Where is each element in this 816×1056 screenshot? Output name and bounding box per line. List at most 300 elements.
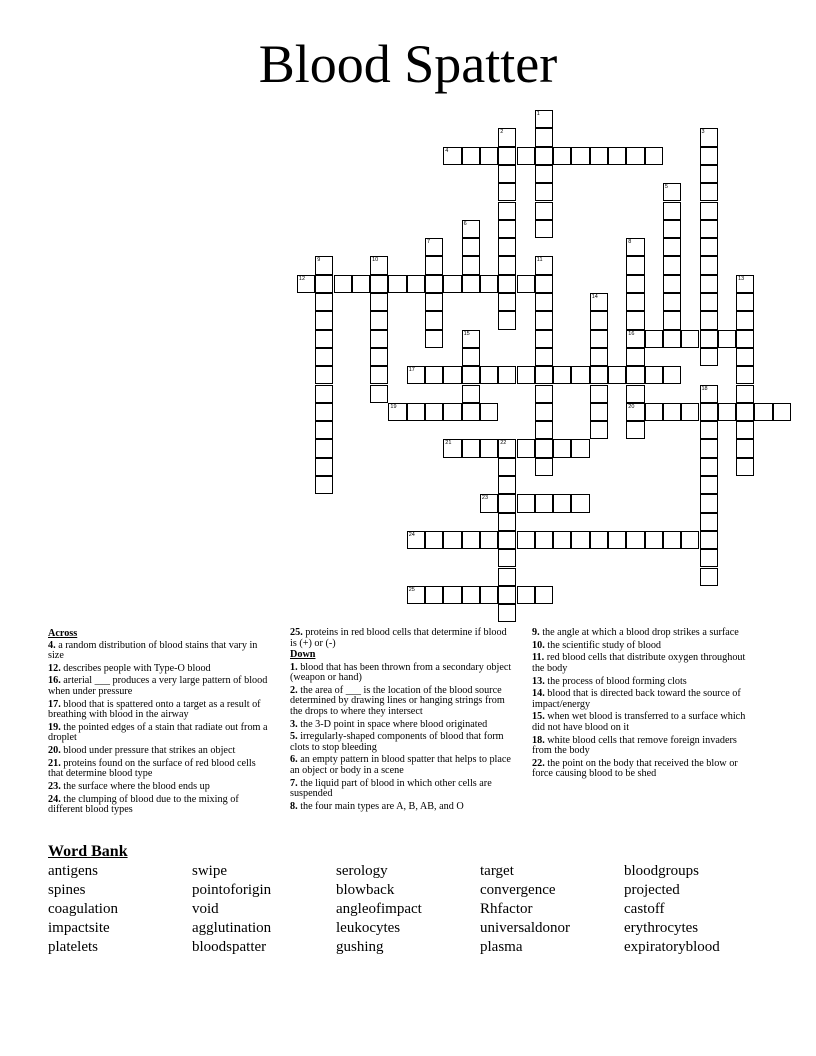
grid-cell[interactable] xyxy=(425,366,443,384)
clue-column-3 xyxy=(532,628,752,780)
grid-cell[interactable] xyxy=(517,366,535,384)
grid-cell[interactable] xyxy=(425,531,443,549)
grid-cell[interactable] xyxy=(443,531,461,549)
clue-number: 20 xyxy=(628,403,635,410)
grid-cell[interactable] xyxy=(700,311,718,329)
grid-cell[interactable] xyxy=(315,476,333,494)
grid-cell[interactable] xyxy=(590,366,608,384)
grid-cell[interactable] xyxy=(736,293,754,311)
clues-section xyxy=(48,628,778,838)
grid-cell[interactable] xyxy=(535,330,553,348)
grid-cell[interactable] xyxy=(663,403,681,421)
grid-cell[interactable] xyxy=(535,128,553,146)
clue-text: blood that is directed back toward the source of impact/energy xyxy=(532,688,741,710)
grid-cell[interactable] xyxy=(517,439,535,457)
grid-cell[interactable] xyxy=(370,311,388,329)
grid-cell[interactable] xyxy=(700,513,718,531)
grid-cell[interactable] xyxy=(498,238,516,256)
grid-cell[interactable] xyxy=(498,275,516,293)
word-bank-item: convergence xyxy=(480,882,556,898)
grid-cell[interactable] xyxy=(626,275,644,293)
grid-cell[interactable] xyxy=(443,147,461,165)
word-bank-item: angleofimpact xyxy=(336,901,422,917)
clue-number: 25 xyxy=(408,586,415,593)
grid-cell[interactable] xyxy=(315,330,333,348)
clue-text: when wet blood is transferred to a surface which did not have blood on it xyxy=(532,711,746,733)
grid-cell[interactable] xyxy=(553,439,571,457)
grid-cell[interactable] xyxy=(736,403,754,421)
grid-cell[interactable] xyxy=(480,586,498,604)
clue-text: the surface where the blood ends up xyxy=(63,780,210,792)
grid-cell[interactable] xyxy=(773,403,791,421)
grid-cell[interactable] xyxy=(663,220,681,238)
clue xyxy=(532,628,752,639)
grid-cell[interactable] xyxy=(553,366,571,384)
grid-cell[interactable] xyxy=(535,311,553,329)
grid-cell[interactable] xyxy=(700,531,718,549)
grid-cell[interactable] xyxy=(480,531,498,549)
grid-cell[interactable] xyxy=(663,275,681,293)
grid-cell[interactable] xyxy=(700,165,718,183)
grid-cell[interactable] xyxy=(535,202,553,220)
grid-cell[interactable] xyxy=(370,293,388,311)
grid-cell[interactable] xyxy=(480,439,498,457)
grid-cell[interactable] xyxy=(315,385,333,403)
grid-cell[interactable] xyxy=(700,293,718,311)
grid-cell[interactable] xyxy=(535,147,553,165)
grid-cell[interactable] xyxy=(443,403,461,421)
grid-cell[interactable] xyxy=(535,275,553,293)
grid-cell[interactable] xyxy=(462,586,480,604)
grid-cell[interactable] xyxy=(315,421,333,439)
grid-cell[interactable] xyxy=(626,403,644,421)
grid-cell[interactable] xyxy=(608,531,626,549)
grid-cell[interactable] xyxy=(681,531,699,549)
grid-cell[interactable] xyxy=(700,403,718,421)
word-bank-item: bloodspatter xyxy=(192,939,267,955)
grid-cell[interactable] xyxy=(700,275,718,293)
clue-text: proteins found on the surface of red blood cells that determine blood type xyxy=(48,757,256,780)
grid-cell[interactable] xyxy=(535,220,553,238)
grid-cell[interactable] xyxy=(645,147,663,165)
clue-text: the four main types are A, B, AB, and O xyxy=(300,800,464,812)
grid-cell[interactable] xyxy=(443,586,461,604)
clue-text: a random distribution of blood stains that vary in size xyxy=(48,639,258,661)
grid-cell[interactable] xyxy=(590,311,608,329)
clue xyxy=(48,723,273,744)
clue-text: an empty pattern in blood spatter that helps to place an object or body in a scene xyxy=(290,754,511,776)
grid-cell[interactable] xyxy=(462,256,480,274)
grid-cell[interactable] xyxy=(535,439,553,457)
grid-cell[interactable] xyxy=(462,348,480,366)
grid-cell[interactable] xyxy=(645,531,663,549)
grid-cell[interactable] xyxy=(480,275,498,293)
clue xyxy=(48,746,273,757)
grid-cell[interactable] xyxy=(498,220,516,238)
grid-cell[interactable] xyxy=(315,256,333,274)
grid-cell[interactable] xyxy=(462,385,480,403)
grid-cell[interactable] xyxy=(462,147,480,165)
clue-number: 25. xyxy=(290,627,303,638)
clue-number: 11 xyxy=(536,257,543,264)
grid-cell[interactable] xyxy=(663,293,681,311)
clue-number: 9. xyxy=(532,627,540,638)
grid-cell[interactable] xyxy=(700,549,718,567)
grid-cell[interactable] xyxy=(370,256,388,274)
grid-cell[interactable] xyxy=(315,366,333,384)
word-bank-item: antigens xyxy=(48,863,98,879)
grid-cell[interactable] xyxy=(645,366,663,384)
clue xyxy=(48,676,273,697)
grid-cell[interactable] xyxy=(718,330,736,348)
clue-text: irregularly-shaped components of blood that form clots to stop bleeding xyxy=(290,731,504,753)
grid-cell[interactable] xyxy=(681,403,699,421)
grid-cell[interactable] xyxy=(443,275,461,293)
grid-cell[interactable] xyxy=(407,531,425,549)
grid-cell[interactable] xyxy=(462,275,480,293)
grid-cell[interactable] xyxy=(700,568,718,586)
clue-number: 12. xyxy=(48,662,61,674)
grid-cell[interactable] xyxy=(535,256,553,274)
grid-cell[interactable] xyxy=(480,147,498,165)
grid-cell[interactable] xyxy=(535,293,553,311)
grid-cell[interactable] xyxy=(626,385,644,403)
clue-number: 8. xyxy=(290,800,298,812)
grid-cell[interactable] xyxy=(626,238,644,256)
grid-cell[interactable] xyxy=(626,421,644,439)
grid-cell[interactable] xyxy=(498,458,516,476)
grid-cell[interactable] xyxy=(315,348,333,366)
word-bank-item: platelets xyxy=(48,939,98,955)
grid-cell[interactable] xyxy=(407,275,425,293)
grid-cell[interactable] xyxy=(388,275,406,293)
grid-cell[interactable] xyxy=(700,494,718,512)
grid-cell[interactable] xyxy=(517,494,535,512)
clue-number: 4 xyxy=(445,147,449,154)
grid-cell[interactable] xyxy=(535,366,553,384)
grid-cell[interactable] xyxy=(626,147,644,165)
grid-cell[interactable] xyxy=(590,421,608,439)
grid-cell[interactable] xyxy=(736,439,754,457)
clue-number: 2 xyxy=(500,129,504,136)
grid-cell[interactable] xyxy=(315,458,333,476)
grid-cell[interactable] xyxy=(388,403,406,421)
grid-cell[interactable] xyxy=(645,403,663,421)
word-bank-heading: Word Bank xyxy=(48,843,128,860)
grid-cell[interactable] xyxy=(535,494,553,512)
grid-cell[interactable] xyxy=(626,366,644,384)
grid-cell[interactable] xyxy=(370,348,388,366)
grid-cell[interactable] xyxy=(315,293,333,311)
grid-cell[interactable] xyxy=(700,348,718,366)
grid-cell[interactable] xyxy=(315,275,333,293)
clue-text: the scientific study of blood xyxy=(547,639,662,651)
grid-cell[interactable] xyxy=(480,366,498,384)
grid-cell[interactable] xyxy=(370,330,388,348)
grid-cell[interactable] xyxy=(663,256,681,274)
grid-cell[interactable] xyxy=(700,439,718,457)
clue-text: the process of blood forming clots xyxy=(547,675,687,687)
grid-cell[interactable] xyxy=(700,476,718,494)
word-bank-item: spines xyxy=(48,882,86,898)
grid-cell[interactable] xyxy=(590,147,608,165)
grid-cell[interactable] xyxy=(681,330,699,348)
clue-number: 24. xyxy=(48,793,61,805)
grid-cell[interactable] xyxy=(535,385,553,403)
word-bank-item: impactsite xyxy=(48,920,110,936)
grid-cell[interactable] xyxy=(498,165,516,183)
grid-cell[interactable] xyxy=(535,110,553,128)
grid-cell[interactable] xyxy=(590,531,608,549)
grid-cell[interactable] xyxy=(626,311,644,329)
grid-cell[interactable] xyxy=(334,275,352,293)
clue xyxy=(48,795,273,816)
grid-cell[interactable] xyxy=(553,531,571,549)
clue-number: 19 xyxy=(390,403,397,410)
grid-cell[interactable] xyxy=(626,293,644,311)
clue-text: red blood cells that distribute oxygen throughout the body xyxy=(532,652,746,674)
grid-cell[interactable] xyxy=(736,348,754,366)
grid-cell[interactable] xyxy=(498,147,516,165)
grid-cell[interactable] xyxy=(590,348,608,366)
grid-cell[interactable] xyxy=(700,202,718,220)
grid-cell[interactable] xyxy=(736,311,754,329)
grid-cell[interactable] xyxy=(425,330,443,348)
grid-cell[interactable] xyxy=(736,366,754,384)
grid-cell[interactable] xyxy=(663,330,681,348)
grid-cell[interactable] xyxy=(663,238,681,256)
clue xyxy=(532,641,752,652)
grid-cell[interactable] xyxy=(700,256,718,274)
grid-cell[interactable] xyxy=(645,330,663,348)
grid-cell[interactable] xyxy=(517,275,535,293)
clue-number: 16 xyxy=(628,330,635,337)
clue-column-1 xyxy=(48,628,273,816)
clue-number: 10 xyxy=(372,257,379,264)
page-title: Blood Spatter xyxy=(258,34,558,94)
grid-cell[interactable] xyxy=(480,403,498,421)
grid-cell[interactable] xyxy=(297,275,315,293)
clue-number: 17. xyxy=(48,698,61,710)
word-bank-item: pointoforigin xyxy=(192,882,272,898)
grid-cell[interactable] xyxy=(590,385,608,403)
grid-cell[interactable] xyxy=(352,275,370,293)
grid-cell[interactable] xyxy=(535,183,553,201)
grid-cell[interactable] xyxy=(736,275,754,293)
grid-cell[interactable] xyxy=(571,147,589,165)
word-bank-item: leukocytes xyxy=(336,920,401,936)
clue xyxy=(48,700,273,721)
word-bank-item: target xyxy=(480,863,514,879)
grid-cell[interactable] xyxy=(480,494,498,512)
grid-cell[interactable] xyxy=(498,568,516,586)
clue-text: the liquid part of blood in which other cells are suspended xyxy=(290,777,492,800)
grid-cell[interactable] xyxy=(700,220,718,238)
word-bank xyxy=(48,842,778,962)
grid-cell[interactable] xyxy=(553,147,571,165)
grid-cell[interactable] xyxy=(608,147,626,165)
grid-cell[interactable] xyxy=(535,348,553,366)
clue-number: 11. xyxy=(532,652,545,664)
word-bank-item: serology xyxy=(336,863,388,879)
grid-cell[interactable] xyxy=(590,293,608,311)
grid-cell[interactable] xyxy=(700,147,718,165)
grid-cell[interactable] xyxy=(407,403,425,421)
grid-cell[interactable] xyxy=(700,128,718,146)
grid-cell[interactable] xyxy=(498,604,516,622)
grid-cell[interactable] xyxy=(590,403,608,421)
clue-number: 7 xyxy=(427,239,431,246)
grid-cell[interactable] xyxy=(571,494,589,512)
grid-cell[interactable] xyxy=(498,366,516,384)
word-bank-item: bloodgroups xyxy=(624,863,699,879)
clue xyxy=(290,802,515,813)
grid-cell[interactable] xyxy=(535,531,553,549)
grid-cell[interactable] xyxy=(535,586,553,604)
grid-cell[interactable] xyxy=(425,293,443,311)
grid-cell[interactable] xyxy=(443,439,461,457)
grid-cell[interactable] xyxy=(718,403,736,421)
grid-cell[interactable] xyxy=(498,183,516,201)
word-bank-item: gushing xyxy=(336,939,384,955)
grid-cell[interactable] xyxy=(663,311,681,329)
clue-text: the 3-D point in space where blood originated xyxy=(300,718,488,730)
grid-cell[interactable] xyxy=(535,403,553,421)
grid-cell[interactable] xyxy=(535,421,553,439)
grid-cell[interactable] xyxy=(462,403,480,421)
grid-cell[interactable] xyxy=(700,421,718,439)
grid-cell[interactable] xyxy=(663,202,681,220)
grid-cell[interactable] xyxy=(700,458,718,476)
grid-cell[interactable] xyxy=(498,256,516,274)
grid-cell[interactable] xyxy=(462,439,480,457)
clue-number: 4. xyxy=(48,639,56,651)
grid-cell[interactable] xyxy=(370,366,388,384)
across-heading: Across xyxy=(48,628,78,639)
grid-cell[interactable] xyxy=(498,513,516,531)
grid-cell[interactable] xyxy=(626,330,644,348)
grid-cell[interactable] xyxy=(370,275,388,293)
clue-number: 3. xyxy=(290,718,298,730)
grid-cell[interactable] xyxy=(498,586,516,604)
grid-cell[interactable] xyxy=(407,366,425,384)
clue-number: 23. xyxy=(48,780,61,792)
grid-cell[interactable] xyxy=(700,238,718,256)
grid-cell[interactable] xyxy=(315,439,333,457)
clue-text: blood under pressure that strikes an object xyxy=(63,744,236,756)
clue xyxy=(290,663,515,684)
clue xyxy=(532,759,752,780)
grid-cell[interactable] xyxy=(498,531,516,549)
down-heading: Down xyxy=(290,649,316,660)
grid-cell[interactable] xyxy=(626,256,644,274)
grid-cell[interactable] xyxy=(425,275,443,293)
grid-cell[interactable] xyxy=(517,586,535,604)
grid-cell[interactable] xyxy=(663,531,681,549)
grid-cell[interactable] xyxy=(498,549,516,567)
clue-text: the clumping of blood due to the mixing of different blood types xyxy=(48,793,239,815)
grid-cell[interactable] xyxy=(462,220,480,238)
grid-cell[interactable] xyxy=(425,311,443,329)
grid-cell[interactable] xyxy=(626,531,644,549)
grid-cell[interactable] xyxy=(462,531,480,549)
grid-cell[interactable] xyxy=(370,385,388,403)
clue-text: the point on the body that received the blow or force causing blood to be shed xyxy=(532,757,738,780)
grid-cell[interactable] xyxy=(498,494,516,512)
word-bank-item: universaldonor xyxy=(480,920,570,936)
grid-cell[interactable] xyxy=(462,330,480,348)
grid-cell[interactable] xyxy=(754,403,772,421)
grid-cell[interactable] xyxy=(517,147,535,165)
grid-cell[interactable] xyxy=(736,330,754,348)
grid-cell[interactable] xyxy=(407,586,425,604)
grid-cell[interactable] xyxy=(535,165,553,183)
grid-cell[interactable] xyxy=(425,403,443,421)
grid-cell[interactable] xyxy=(553,494,571,512)
clue xyxy=(290,628,515,649)
clue-number: 23 xyxy=(481,495,489,502)
grid-cell[interactable] xyxy=(498,311,516,329)
clue-number: 24 xyxy=(408,531,415,538)
grid-cell[interactable] xyxy=(425,586,443,604)
grid-cell[interactable] xyxy=(736,421,754,439)
grid-cell[interactable] xyxy=(462,238,480,256)
clue xyxy=(532,689,752,710)
grid-cell[interactable] xyxy=(498,202,516,220)
grid-cell[interactable] xyxy=(498,293,516,311)
grid-cell[interactable] xyxy=(663,366,681,384)
word-bank-item: erythrocytes xyxy=(624,920,699,936)
grid-cell[interactable] xyxy=(517,531,535,549)
clue-column-2 xyxy=(290,628,515,812)
clue-number: 12 xyxy=(298,275,306,282)
grid-cell[interactable] xyxy=(571,366,589,384)
grid-cell[interactable] xyxy=(498,476,516,494)
clue xyxy=(48,641,273,662)
grid-cell[interactable] xyxy=(700,385,718,403)
clue-number: 22. xyxy=(532,757,545,769)
clue-number: 13. xyxy=(532,675,545,687)
grid-cell[interactable] xyxy=(315,403,333,421)
grid-cell[interactable] xyxy=(425,238,443,256)
clue-text: the area of ___ is the location of the blood source determined by drawing lines or hanging strings from the drops to where they intersect xyxy=(290,684,505,717)
clue-number: 7. xyxy=(290,777,298,789)
grid-cell[interactable] xyxy=(590,330,608,348)
grid-cell[interactable] xyxy=(535,458,553,476)
grid-cell[interactable] xyxy=(443,366,461,384)
grid-cell[interactable] xyxy=(498,128,516,146)
word-bank-item: agglutination xyxy=(192,920,272,936)
grid-cell[interactable] xyxy=(462,366,480,384)
clue xyxy=(532,677,752,688)
grid-cell[interactable] xyxy=(736,385,754,403)
grid-cell[interactable] xyxy=(315,311,333,329)
grid-cell[interactable] xyxy=(700,183,718,201)
grid-cell[interactable] xyxy=(700,330,718,348)
grid-cell[interactable] xyxy=(571,531,589,549)
grid-cell[interactable] xyxy=(608,366,626,384)
grid-cell[interactable] xyxy=(626,348,644,366)
grid-cell[interactable] xyxy=(663,183,681,201)
grid-cell[interactable] xyxy=(736,458,754,476)
word-bank-item: void xyxy=(192,901,219,917)
grid-cell[interactable] xyxy=(498,439,516,457)
clue-number: 14 xyxy=(591,294,598,300)
grid-cell[interactable] xyxy=(425,256,443,274)
word-bank-item: castoff xyxy=(624,901,665,917)
grid-cell[interactable] xyxy=(571,439,589,457)
clue-number: 10. xyxy=(532,639,545,651)
